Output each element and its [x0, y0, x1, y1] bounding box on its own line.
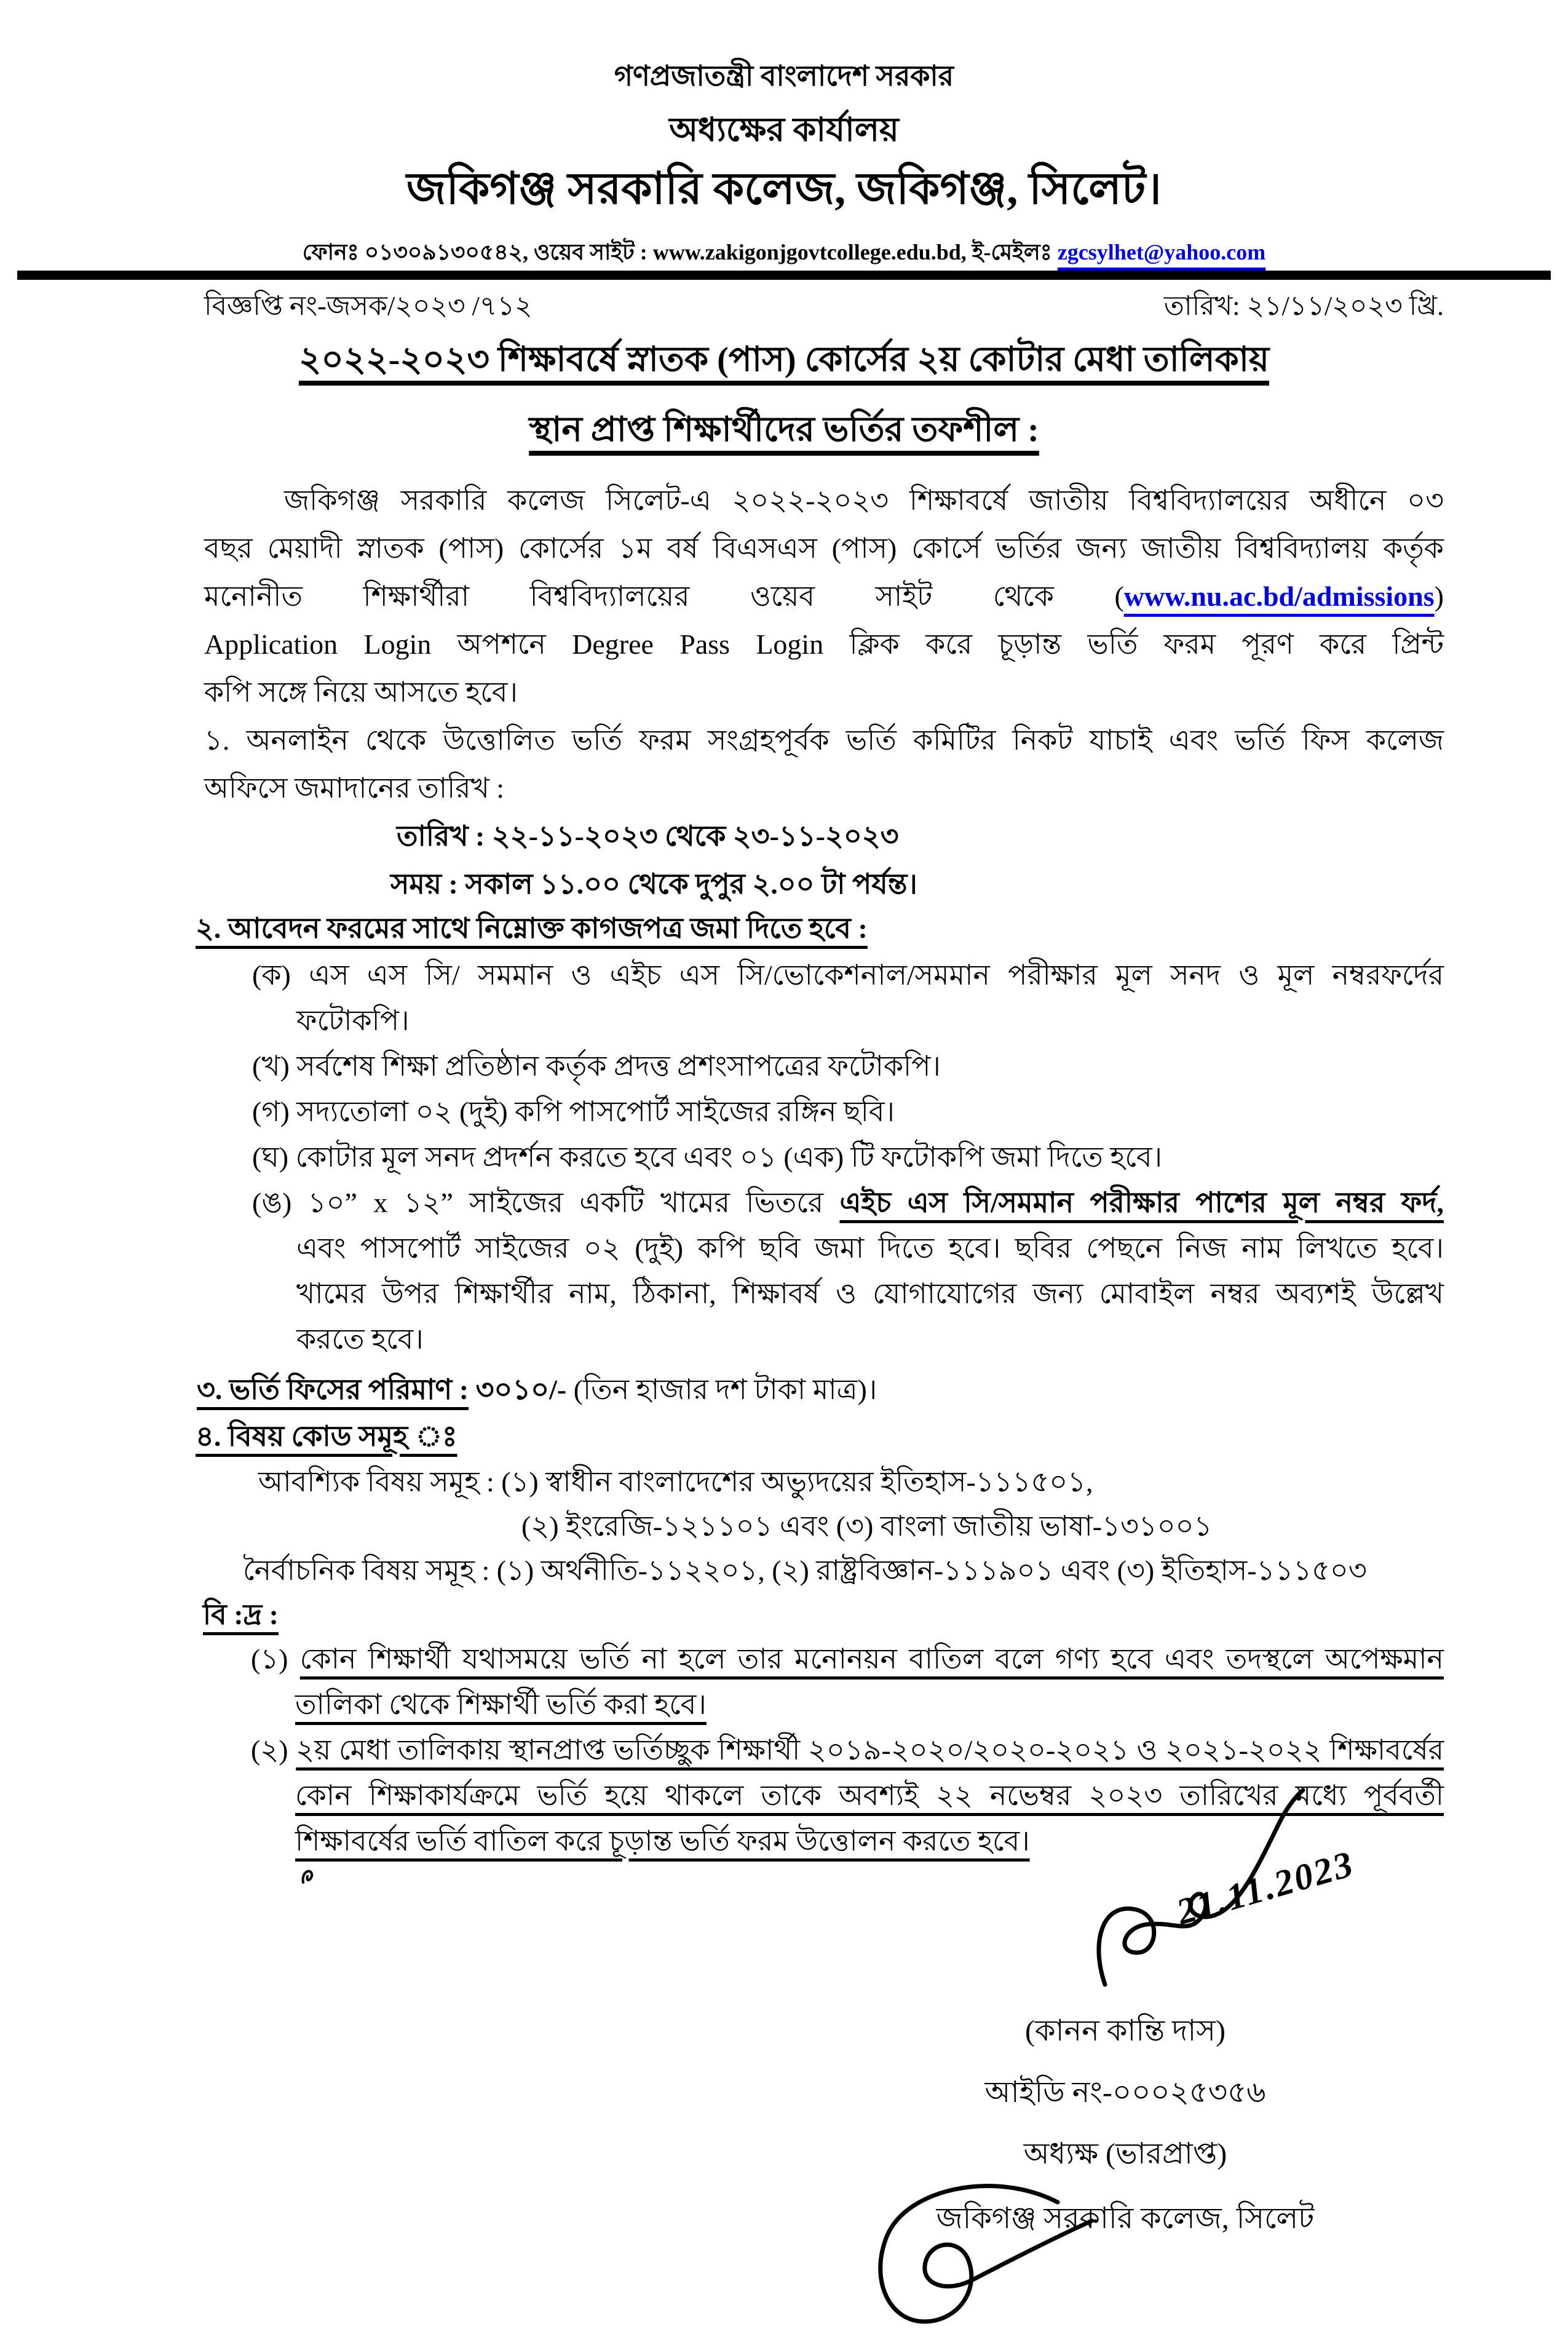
intro-line3-text: মনোনীত শিক্ষার্থীরা বিশ্ববিদ্যালয়ের ওয়েব সাইট থেকে (	[204, 581, 1124, 612]
item4-required-line2: (২) ইংরেজি-১২১১০১ এবং (৩) বাংলা জাতীয় ভাষা-১৩১০০১	[521, 1510, 1213, 1542]
item1-line-2: অফিসে জমাদানের তারিখ :	[204, 772, 505, 804]
intro-line-4: Application Login অপশনে Degree Pass Login ক্লিক করে চূড়ান্ত ভর্তি ফরম পূরণ করে প্রিন্ট	[204, 629, 1444, 660]
note-item1-line1: (১) কোন শিক্ষার্থী যথাসময়ে ভর্তি না হলে তার মনোনয়ন বাতিল বলে গণ্য হবে এবং তদস্থলে অপেক্ষমান	[251, 1643, 1444, 1675]
item2-sub-d: (ঘ) কোটার মূল সনদ প্রদর্শন করতে হবে এবং ০১ (এক) টি ফটোকপি জমা দিতে হবে।	[252, 1141, 1163, 1173]
signatory-college: জকিগঞ্জ সরকারি কলেজ, সিলেট	[936, 2202, 1315, 2235]
item2-sub-e-line1: (ঙ) ১০” x ১২” সাইজের একটি খামের ভিতরে এইচ এস সি/সমমান পরীক্ষার পাশের মূল নম্বর ফর্দ,	[252, 1187, 1444, 1218]
note1-marker: (১)	[251, 1643, 288, 1675]
email-label: , ই-মেইলঃ	[960, 240, 1058, 264]
item4-required-line1: আবশ্যিক বিষয় সমূহ : (১) স্বাধীন বাংলাদেশের অভ্যুদয়ের ইতিহাস-১১১৫০১,	[258, 1466, 1093, 1497]
signatory-designation: অধ্যক্ষ (ভারপ্রাপ্ত)	[1023, 2138, 1227, 2170]
item2-sub-c: (গ) সদ্যতোলা ০২ (দুই) কপি পাসপোর্ট সাইজের রঙ্গিন ছবি।	[252, 1096, 895, 1127]
item2-sub-e-line2: এবং পাসপোর্ট সাইজের ০২ (দুই) কপি ছবি জমা দিতে হবে। ছবির পেছনে নিজ নাম লিখতে হবে।	[296, 1232, 1444, 1264]
intro-line-3	[204, 579, 1444, 614]
signature-flourish-ink	[855, 2180, 1101, 2332]
intro-line3-closing: )	[1434, 581, 1444, 612]
note-item1-line2: তালিকা থেকে শিক্ষার্থী ভর্তি করা হবে।	[295, 1689, 707, 1720]
website-link[interactable]: www.zakigonjgovtcollege.edu.bd	[652, 240, 961, 264]
item2-sub-a-line1: (ক) এস এস সি/ সমমান ও এইচ এস সি/ভোকেশনাল/সমমান পরীক্ষার মূল সনদ ও মূল নম্বরফর্দের	[252, 959, 1444, 991]
sub-d-marker: (ঘ)	[252, 1141, 289, 1173]
note-heading: বি :দ্র :	[203, 1599, 279, 1630]
note2-marker: (২)	[251, 1734, 288, 1766]
signature-handwritten-date: 21.11.2023	[1172, 1842, 1359, 1933]
item2-sub-e-line3: খামের উপর শিক্ষার্থীর নাম, ঠিকানা, শিক্ষাবর্ষ ও যোগাযোগের জন্য মোবাইল নম্বর অব্যশই উল্লেখ	[296, 1278, 1444, 1309]
item1-line-1: ১. অনলাইন থেকে উত্তোলিত ভর্তি ফরম সংগ্রহপূর্বক ভর্তি কমিটির নিকট যাচাই এবং ভর্তি ফিস কলেজ	[204, 724, 1444, 756]
sub-e-emphasis: এইচ এস সি/সমমান পরীক্ষার পাশের মূল নম্বর ফর্দ,	[839, 1187, 1444, 1218]
item2-sub-b: (খ) সর্বশেষ শিক্ষা প্রতিষ্ঠান কর্তৃক প্রদত্ত প্রশংসাপত্রের ফটোকপি।	[252, 1050, 941, 1082]
item3-fee-line	[197, 1372, 877, 1408]
item3-amount: ৩০১০/-	[469, 1374, 567, 1405]
stray-pen-mark	[300, 1866, 316, 1886]
phone-label: ফোনঃ ০১৩০৯১৩০৫৪২, ওয়েব সাইট :	[302, 240, 653, 264]
signatory-id: আইডি নং-০০০২৫৩৫৬	[984, 2076, 1266, 2109]
item3-rest: (তিন হাজার দশ টাকা মাত্র)।	[566, 1374, 877, 1405]
note-item2-line3: শিক্ষাবর্ষের ভর্তি বাতিল করে চূড়ান্ত ভর্তি ফরম উত্তোলন করতে হবে।	[295, 1825, 1030, 1857]
memo-number: বিজ্ঞপ্তি নং-জসক/২০২৩ /৭১২	[204, 291, 533, 321]
item1-date-line: তারিখ : ২২-১১-২০২৩ থেকে ২৩-১১-২০২৩	[397, 820, 899, 852]
header-divider-rule	[17, 271, 1551, 280]
signatory-name: (কানন কান্তি দাস)	[1025, 2015, 1225, 2047]
sub-e-marker: (ঙ)	[252, 1187, 292, 1218]
intro-line-2: বছর মেয়াদী স্নাতক (পাস) কোর্সের ১ম বর্ষ বিএসএস (পাস) কোর্সে ভর্তির জন্য জাতীয় বিশ্ববিদ্যালয় কর্তৃক	[204, 533, 1444, 564]
admissions-link[interactable]: www.nu.ac.bd/admissions	[1123, 581, 1435, 612]
sub-c-marker: (গ)	[252, 1096, 290, 1127]
item4-heading: ৪. বিষয় কোড সমূহ ঃ	[196, 1421, 457, 1452]
memo-date: তারিখ: ২১/১১/২০২৩ খ্রি.	[1163, 291, 1444, 321]
page-title-line2: স্থান প্রাপ্ত শিক্ষার্থীদের ভর্তির তফশীল :	[529, 411, 1039, 449]
item2-heading: ২. আবেদন ফরমের সাথে নিম্নোক্ত কাগজপত্র জমা দিতে হবে :	[196, 913, 868, 944]
email-link[interactable]: zgcsylhet@yahoo.com	[1057, 240, 1266, 264]
item2-sub-e-line4: করতে হবে।	[296, 1323, 424, 1355]
contact-line	[0, 239, 1568, 266]
government-line: গণপ্রজাতন্ত্রী বাংলাদেশ সরকার	[614, 60, 954, 92]
sub-a-marker: (ক)	[252, 959, 291, 991]
sub-b-marker: (খ)	[252, 1050, 290, 1082]
page-title-line1: ২০২২-২০২৩ শিক্ষাবর্ষে স্নাতক (পাস) কোর্সের ২য় কোটার মেধা তালিকায়	[298, 341, 1270, 379]
note-item2-line1: (২) ২য় মেধা তালিকায় স্থানপ্রাপ্ত ভর্তিচ্ছুক শিক্ষার্থী ২০১৯-২০২০/২০২০-২০২১ ও ২০২১-২০২২ শিক্ষাবর্ষের	[251, 1734, 1444, 1766]
item4-elective-line: নৈর্বাচনিক বিষয় সমূহ : (১) অর্থনীতি-১১২২০১, (২) রাষ্ট্রবিজ্ঞান-১১১৯০১ এবং (৩) ইতিহাস-১১১৫০৩	[243, 1555, 1367, 1586]
item3-label: ৩. ভর্তি ফিসের পরিমাণ :	[197, 1374, 469, 1405]
office-line: অধ্যক্ষের কার্যালয়	[669, 111, 899, 148]
college-name-line: জকিগঞ্জ সরকারি কলেজ, জকিগঞ্জ, সিলেট।	[406, 164, 1162, 213]
intro-line-5: কপি সঙ্গে নিয়ে আসতে হবে।	[204, 676, 518, 708]
note-item2-line2: কোন শিক্ষাকার্যক্রমে ভর্তি হয়ে থাকলে তাকে অবশ্যই ২২ নভেম্বর ২০২৩ তারিখের মধ্যে পূর্ববর্তী	[295, 1780, 1444, 1811]
item1-time-line: সময় : সকাল ১১.০০ থেকে দুপুর ২.০০ টা পর্যন্ত।	[390, 868, 917, 900]
intro-line-1: জকিগঞ্জ সরকারি কলেজ সিলেট-এ ২০২২-২০২৩ শিক্ষাবর্ষে জাতীয় বিশ্ববিদ্যালয়ের অধীনে ০৩	[284, 485, 1444, 516]
item2-sub-a-line2: ফটোকপি।	[296, 1005, 410, 1036]
